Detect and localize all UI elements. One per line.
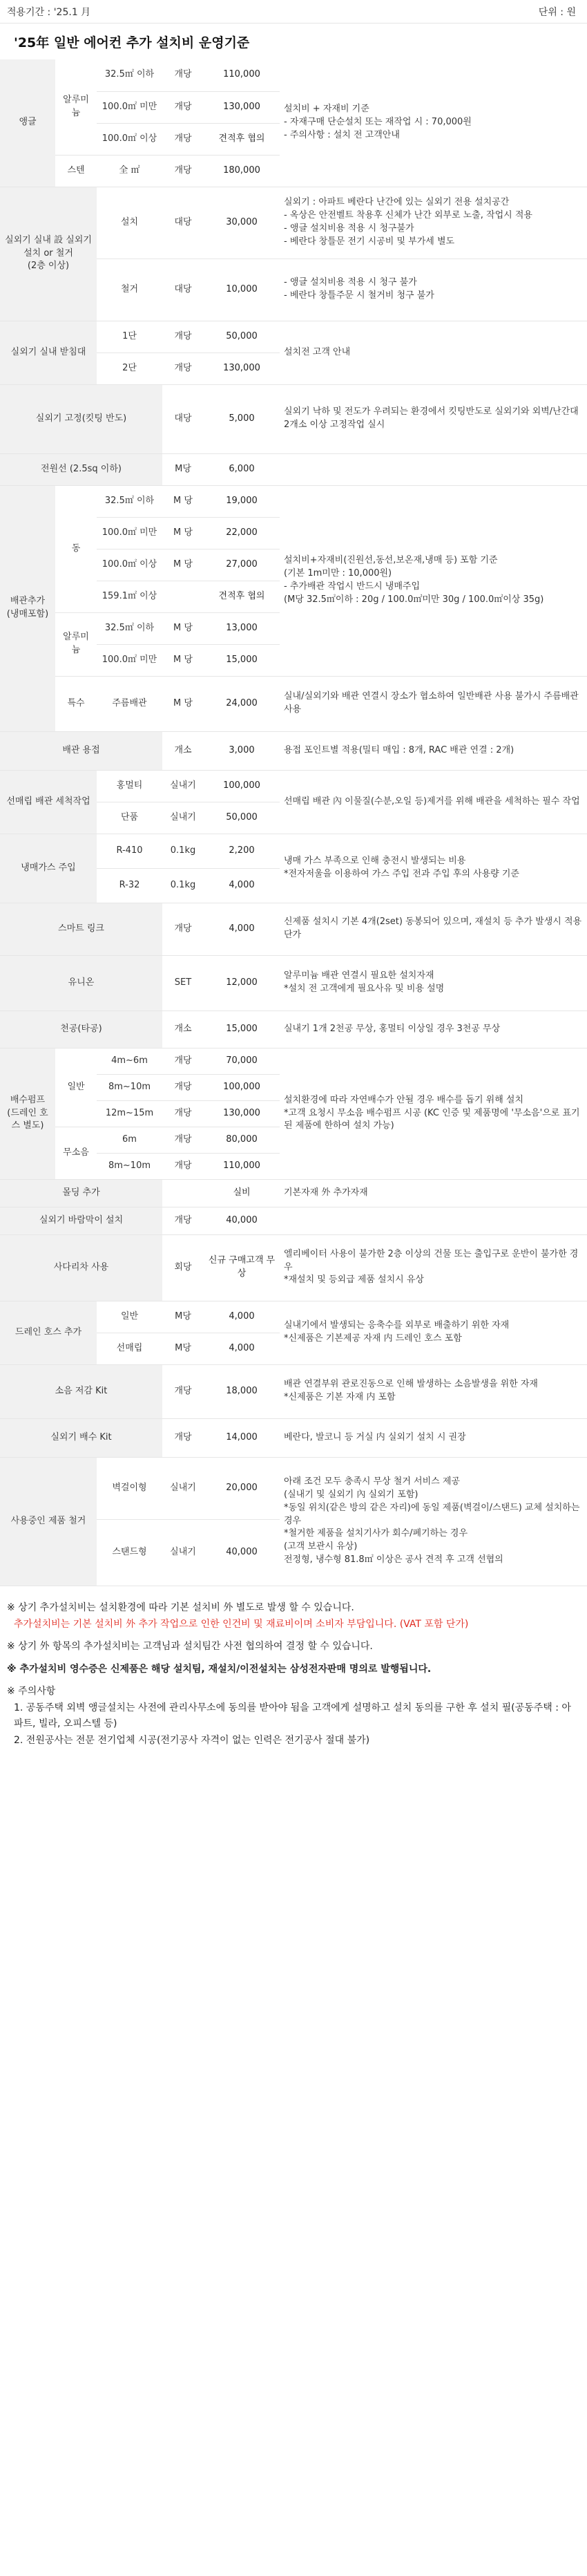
note-cell — [280, 1207, 587, 1234]
spec-cell: 100.0㎡ 미만 — [97, 91, 162, 123]
unit-cell: SET — [162, 955, 204, 1010]
fee-table — [0, 59, 587, 1586]
note-cell: 용접 포인트별 적용(밀티 매입 : 8개, RAC 배관 연결 : 2개) — [280, 731, 587, 770]
unit-cell: 개소 — [162, 731, 204, 770]
price-cell: 3,000 — [204, 731, 280, 770]
price-cell: 실비 — [204, 1179, 280, 1207]
table-row — [0, 1234, 587, 1301]
category-label: (2층 이상) — [27, 261, 70, 272]
price-cell: 19,000 — [204, 485, 280, 517]
note-line: 실외기 : 아파트 베란다 난간에 있는 실외기 전용 설치공간 — [284, 197, 510, 208]
category-cell: 스마트 링크 — [0, 903, 162, 955]
unit-cell — [162, 1179, 204, 1207]
spec-cell: 홍멀티 — [97, 770, 162, 802]
note-line: 알루미늄 배관 연결시 필요한 설치자재 — [284, 970, 434, 981]
unit-cell: M 당 — [162, 644, 204, 676]
spec-cell: 일반 — [97, 1301, 162, 1333]
note-cell: 실내/실외기와 배관 연결시 장소가 협소하여 일반배관 사용 불가시 주름배관 사용 — [280, 676, 587, 731]
note-line: 엘리베이터 사용이 불가한 2층 이상의 건물 또는 출입구로 운반이 불가한 경우 — [284, 1248, 579, 1272]
subcategory-cell: 일반 — [55, 1048, 97, 1127]
note-cell: 기본자재 外 추가자재 — [280, 1179, 587, 1207]
note-line: 아래 조건 모두 충족시 무상 철거 서비스 제공 — [284, 1476, 460, 1487]
note-line: *재설치 및 등외급 제품 설치시 유상 — [284, 1275, 424, 1286]
unit-cell: 실내기 — [162, 1457, 204, 1519]
note-line: 설치비+자재비(진원선,동선,보온재,냉매 등) 포함 기준 — [284, 555, 498, 566]
table-row — [0, 384, 587, 453]
spec-cell: 100.0㎡ 이상 — [97, 549, 162, 581]
price-cell: 13,000 — [204, 612, 280, 644]
spec-cell: 벽걸이형 — [97, 1457, 162, 1519]
category-cell: 유니온 — [0, 955, 162, 1010]
price-cell: 15,000 — [204, 644, 280, 676]
page-title: '25年 일반 에어컨 추가 설치비 운영기준 — [14, 35, 250, 50]
note-line: 배관 연결부위 관로진동으로 인해 발생하는 소음발생을 위한 자재 — [284, 1379, 538, 1390]
note-line: - 추가배관 작업시 반드시 냉매주입 — [284, 581, 421, 592]
note-line: 설치환경에 따라 자연배수가 안될 경우 배수를 돕기 위해 설치 — [284, 1094, 524, 1105]
note-line: *고객 요청시 무소음 배수펌프 시공 (KC 인증 및 제품명에 '무소음'으로 표기된 제품에 한하여 설치 가능) — [284, 1107, 580, 1131]
unit-cell: M당 — [162, 453, 204, 485]
spec-cell: 설치 — [97, 187, 162, 258]
spec-cell: 100.0㎡ 이상 — [97, 123, 162, 155]
note-line: *신제품은 기본제공 자재 内 드레인 호스 포함 — [284, 1333, 462, 1344]
price-cell: 견적후 협의 — [204, 123, 280, 155]
unit-cell: 개당 — [162, 1048, 204, 1074]
spec-cell: 全 ㎡ — [97, 155, 162, 187]
price-cell: 80,000 — [204, 1127, 280, 1153]
price-cell: 견적후 협의 — [204, 581, 280, 612]
table-row — [0, 321, 587, 352]
price-cell: 4,000 — [204, 868, 280, 903]
price-cell: 18,000 — [204, 1364, 280, 1418]
note-cell — [280, 1457, 587, 1586]
category-cell: 실외기 고정(킷팅 반도) — [0, 384, 162, 453]
spec-cell: 6m — [97, 1127, 162, 1153]
table-row — [0, 1364, 587, 1418]
note-line: 실내기에서 발생되는 응축수를 외부로 배출하기 위한 자재 — [284, 1320, 510, 1331]
table-row — [0, 453, 587, 485]
category-label: 배수펌프 — [10, 1094, 46, 1105]
note-cell — [280, 1234, 587, 1301]
unit-cell: 실내기 — [162, 1519, 204, 1586]
unit-cell: 개당 — [162, 155, 204, 187]
price-cell: 6,000 — [204, 453, 280, 485]
note-cell — [280, 1364, 587, 1418]
note-line: - 주의사항 : 설치 전 고객안내 — [284, 130, 400, 141]
price-cell: 130,000 — [204, 352, 280, 384]
spec-cell: 철거 — [97, 258, 162, 321]
note-line: (고객 보관시 유상) — [284, 1541, 358, 1552]
unit-cell: 0.1kg — [162, 868, 204, 903]
category-cell: 실외기 배수 Kit — [0, 1418, 162, 1457]
price-unit: 단위 : 원 — [538, 6, 576, 18]
price-cell: 4,000 — [204, 1301, 280, 1333]
note-line: 설치비 + 자재비 기준 — [284, 104, 369, 115]
table-row — [0, 731, 587, 770]
unit-cell: 개당 — [162, 1153, 204, 1179]
unit-cell: 개당 — [162, 91, 204, 123]
price-cell: 180,000 — [204, 155, 280, 187]
spec-cell: 32.5㎡ 이하 — [97, 485, 162, 517]
category-cell: 냉매가스 주입 — [0, 834, 97, 903]
spec-cell: 32.5㎡ 이하 — [97, 612, 162, 644]
category-cell: 배관 용접 — [0, 731, 162, 770]
unit-cell: 개당 — [162, 1418, 204, 1457]
price-cell: 20,000 — [204, 1457, 280, 1519]
table-row — [0, 770, 587, 802]
category-cell — [0, 485, 55, 731]
table-row — [0, 955, 587, 1010]
unit-cell: M 당 — [162, 612, 204, 644]
note-line: - 앵글 설치비용 적용 시 청구 불가 — [284, 277, 417, 288]
category-label: (냉매포함) — [6, 609, 49, 619]
spec-cell: 4m~6m — [97, 1048, 162, 1074]
unit-cell — [162, 581, 204, 612]
note-cell — [280, 59, 587, 187]
note-cell: 실내기 1개 2천공 무상, 홍멀티 이상일 경우 3천공 무상 — [280, 1010, 587, 1048]
note-cell — [280, 1301, 587, 1364]
unit-cell: 회당 — [162, 1234, 204, 1301]
category-cell: 드레인 호스 추가 — [0, 1301, 97, 1364]
unit-cell: 개당 — [162, 1100, 204, 1127]
footnote-warning: 추가설치비는 기본 설치비 外 추가 작업으로 인한 인건비 및 재료비이며 소비자 부담입니다. (VAT 포함 단가) — [14, 1618, 469, 1630]
note-cell — [280, 834, 587, 903]
spec-cell: 1단 — [97, 321, 162, 352]
note-line: *전자저울을 이용하여 가스 주입 전과 주입 후의 사용량 기준 — [284, 869, 519, 879]
unit-cell: 실내기 — [162, 802, 204, 834]
unit-cell: 실내기 — [162, 770, 204, 802]
price-cell: 70,000 — [204, 1048, 280, 1074]
unit-cell: 개당 — [162, 1207, 204, 1234]
price-cell: 50,000 — [204, 321, 280, 352]
note-cell — [280, 187, 587, 258]
unit-cell: 개당 — [162, 1074, 204, 1100]
unit-cell: 대당 — [162, 258, 204, 321]
note-line: - 베란다 창틀문 전기 시공비 및 부가세 별도 — [284, 236, 455, 247]
price-cell: 신규 구매고객 무상 — [204, 1234, 280, 1301]
category-cell: 천공(타공) — [0, 1010, 162, 1048]
table-row — [0, 1179, 587, 1207]
note-line: (실내기 및 실외기 內 실외기 포함) — [284, 1489, 418, 1500]
unit-cell: 개당 — [162, 59, 204, 91]
note-line: (기본 1m미만 : 10,000원) — [284, 568, 392, 579]
top-bar — [0, 0, 587, 23]
table-row — [0, 1457, 587, 1519]
price-cell: 4,000 — [204, 903, 280, 955]
unit-cell: 개당 — [162, 1127, 204, 1153]
footnote-caution-heading: ※ 주의사항 — [7, 1686, 56, 1698]
spec-cell: 선매립 — [97, 1333, 162, 1364]
price-cell: 10,000 — [204, 258, 280, 321]
table-row — [0, 1207, 587, 1234]
table-row — [0, 1301, 587, 1333]
category-cell — [0, 187, 97, 321]
unit-cell: 개당 — [162, 1364, 204, 1418]
note-cell: 실외기 낙하 및 전도가 우려되는 환경에서 킷팅반도로 실외기와 외벽/난간대 2개소 이상 고정작업 실시 — [280, 384, 587, 453]
note-line: - 앵글 설치비용 적용 시 청구불가 — [284, 223, 414, 234]
price-cell: 100,000 — [204, 770, 280, 802]
spec-cell: 12m~15m — [97, 1100, 162, 1127]
subcategory-cell: 특수 — [55, 676, 97, 731]
subcategory-cell: 스텐 — [55, 155, 97, 187]
table-row — [0, 187, 587, 258]
price-cell: 30,000 — [204, 187, 280, 258]
note-cell — [280, 955, 587, 1010]
spec-cell: 8m~10m — [97, 1153, 162, 1179]
price-cell: 50,000 — [204, 802, 280, 834]
note-line: - 자재구매 단순설치 또는 재작업 시 : 70,000원 — [284, 117, 472, 128]
category-label: 배관추가 — [10, 596, 46, 607]
price-cell: 22,000 — [204, 517, 280, 549]
subcategory-cell: 무소음 — [55, 1127, 97, 1179]
footnote-receipt: ※ 추가설치비 영수증은 신제품은 해당 설치팀, 재설치/이전설치는 삼성전자판매 명의로 발행됩니다. — [7, 1663, 432, 1675]
spec-cell: 주름배관 — [97, 676, 162, 731]
spec-cell: 32.5㎡ 이하 — [97, 59, 162, 91]
note-cell: 베란다, 발코니 등 거실 内 실외기 설치 시 권장 — [280, 1418, 587, 1457]
note-line: - 베란다 창틀주문 시 철거비 청구 불가 — [284, 290, 434, 301]
note-line: *설치 전 고객에게 필요사유 및 비용 설명 — [284, 984, 445, 994]
note-line: *신제품은 기본 자재 内 포함 — [284, 1392, 396, 1402]
price-cell: 4,000 — [204, 1333, 280, 1364]
category-cell: 소음 저감 Kit — [0, 1364, 162, 1418]
unit-cell: M당 — [162, 1301, 204, 1333]
category-cell: 사용중인 제품 철거 — [0, 1457, 97, 1586]
footnote: ※ 상기 外 항목의 추가설치비는 고객님과 설치팀간 사전 협의하여 결정 할 수 있습니다. — [7, 1641, 373, 1653]
unit-cell: 개당 — [162, 352, 204, 384]
spec-cell: 2단 — [97, 352, 162, 384]
table-row — [0, 1048, 587, 1074]
spec-cell: 100.0㎡ 미만 — [97, 644, 162, 676]
caution-item: 2. 전원공사는 전문 전기업체 시공(전기공사 자격이 없는 인력은 전기공사 절대 불가) — [14, 1735, 370, 1747]
unit-cell: 개당 — [162, 321, 204, 352]
table-row — [0, 1010, 587, 1048]
note-line: *동일 위치(같은 방의 같은 자리)에 동일 제품(벽걸이/스탠드) 교체 설치하는 경우 — [284, 1502, 580, 1526]
footnote: ※ 상기 추가설치비는 설치환경에 따라 기본 설치비 外 별도로 발생 할 수 있습니다. — [7, 1601, 354, 1613]
unit-cell: 대당 — [162, 384, 204, 453]
unit-cell: M당 — [162, 1333, 204, 1364]
price-cell: 12,000 — [204, 955, 280, 1010]
note-cell — [280, 258, 587, 321]
unit-cell: 대당 — [162, 187, 204, 258]
unit-cell: 개소 — [162, 1010, 204, 1048]
subcategory-cell: 동 — [55, 485, 97, 612]
table-row — [0, 485, 587, 517]
category-cell: 사다리차 사용 — [0, 1234, 162, 1301]
price-cell: 110,000 — [204, 1153, 280, 1179]
unit-cell: 0.1kg — [162, 834, 204, 868]
category-label: (드레인 호스 별도) — [7, 1107, 48, 1131]
unit-cell: M 당 — [162, 485, 204, 517]
note-line: - 옥상은 안전벨트 착용후 신체가 난간 외부로 노출, 작업시 적용 — [284, 210, 532, 221]
unit-cell: M 당 — [162, 549, 204, 581]
category-cell: 앵글 — [0, 59, 55, 187]
category-cell: 몰딩 추가 — [0, 1179, 162, 1207]
spec-cell: 100.0㎡ 미만 — [97, 517, 162, 549]
table-row — [0, 834, 587, 868]
price-cell: 24,000 — [204, 676, 280, 731]
note-cell — [280, 453, 587, 485]
price-cell: 14,000 — [204, 1418, 280, 1457]
price-cell: 110,000 — [204, 59, 280, 91]
table-row — [0, 59, 587, 91]
note-line: (M당 32.5㎡이하 : 20g / 100.0㎡미만 30g / 100.0㎡이상 35g) — [284, 594, 544, 605]
price-cell: 5,000 — [204, 384, 280, 453]
price-cell: 100,000 — [204, 1074, 280, 1100]
category-label: 실외기 실내 設 실외기 설치 or 철거 — [5, 234, 92, 258]
price-cell: 40,000 — [204, 1207, 280, 1234]
spec-cell: R-410 — [97, 834, 162, 868]
note-cell — [280, 1048, 587, 1179]
note-line: *철거한 제품을 설치기사가 회수/폐기하는 경우 — [284, 1528, 468, 1539]
footnotes — [0, 1586, 587, 1757]
note-cell — [280, 485, 587, 676]
subcategory-cell: 알루미늄 — [55, 612, 97, 676]
note-cell: 선매립 배관 內 이물질(수분,오일 등)제거를 위해 배관을 세척하는 필수 작업 — [280, 770, 587, 834]
spec-cell: 8m~10m — [97, 1074, 162, 1100]
table-row — [0, 903, 587, 955]
note-line: 전정형, 냉수형 81.8㎡ 이상은 공사 견적 후 고객 선협의 — [284, 1554, 503, 1566]
price-cell: 130,000 — [204, 1100, 280, 1127]
price-cell: 130,000 — [204, 91, 280, 123]
spec-cell: 스탠드형 — [97, 1519, 162, 1586]
unit-cell: 개당 — [162, 903, 204, 955]
category-cell: 실외기 바람막이 설치 — [0, 1207, 162, 1234]
apply-period: 적용기간 : '25.1 月 — [7, 6, 91, 18]
price-cell: 15,000 — [204, 1010, 280, 1048]
category-cell: 전원선 (2.5sq 이하) — [0, 453, 162, 485]
caution-item: 1. 공동주택 외벽 앵글설치는 사전에 관리사무소에 동의를 받아야 됨을 고객에게 설명하고 설치 동의를 구한 후 설치 필(공동주택 : 아파트, 빌라, 오피스텔 등) — [14, 1702, 571, 1729]
spec-cell: 단품 — [97, 802, 162, 834]
category-cell: 실외기 실내 받침대 — [0, 321, 97, 384]
spec-cell: 159.1㎡ 이상 — [97, 581, 162, 612]
unit-cell: M 당 — [162, 517, 204, 549]
spec-cell: R-32 — [97, 868, 162, 903]
unit-cell: 개당 — [162, 123, 204, 155]
price-cell: 40,000 — [204, 1519, 280, 1586]
note-cell: 신제품 설치시 기본 4개(2set) 동봉되어 있으며, 재설치 등 추가 발생시 적용단가 — [280, 903, 587, 955]
category-cell — [0, 1048, 55, 1179]
price-cell: 2,200 — [204, 834, 280, 868]
table-row — [0, 676, 587, 731]
category-cell: 선매립 배관 세척작업 — [0, 770, 97, 834]
price-cell: 27,000 — [204, 549, 280, 581]
note-cell: 설치전 고객 안내 — [280, 321, 587, 384]
table-row — [0, 1418, 587, 1457]
note-line: 냉매 가스 부족으로 인해 충전시 발생되는 비용 — [284, 856, 466, 867]
subcategory-cell: 알루미늄 — [55, 59, 97, 155]
unit-cell: M 당 — [162, 676, 204, 731]
